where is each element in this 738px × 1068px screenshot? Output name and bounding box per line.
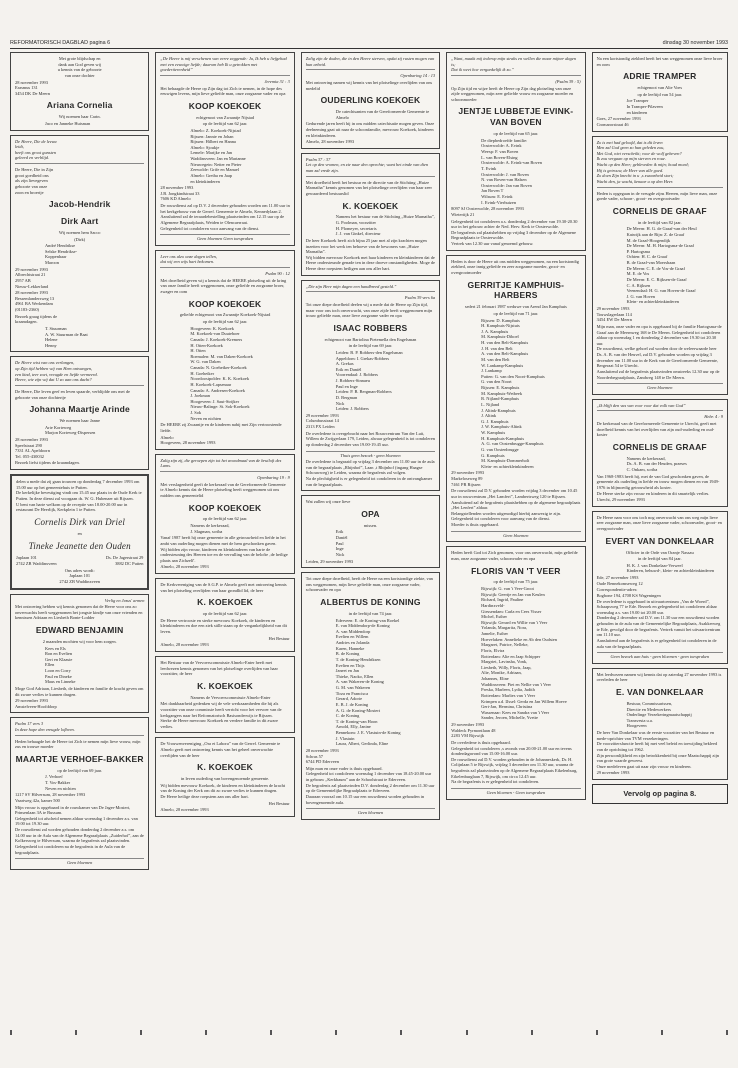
announcement-text: De heer Koekoek heeft zich bijna 25 jaar met al zijn krachten mogen inzetten voor het werk ten behoeve van de bewoners van „Huize Marnatha”. Wij bidden mevrouw Koekoek met haar kinderen en kleinkinderen dat de Heere ondersteunde genade ten in deze droeve omstandigheden. Moge de Heere deze roepstem heiligen aan ons aller hart. (305, 237, 436, 271)
person-name: K. KOEKOEK (197, 762, 253, 773)
announcement-text: Almelo, 28 november 1993 (160, 807, 209, 813)
announcement-box (10, 135, 149, 353)
name-subline: in de leeftijd van 84 jaar. (637, 556, 682, 562)
announcement-text: 29 november 1993 Waldeck Pyrmontlaan 48 2283 VM Rijswijk (451, 722, 496, 739)
signatory: Het Bestuur (268, 635, 290, 641)
person-name: Jacob-Hendrik (48, 199, 111, 210)
announcement-text: Het behaagde de Heere op Zijn dag tot Zich te nemen, in de hope des eeuwigen levens, mijn lieve geliefde man, onze zorgzame vader en opa (160, 85, 286, 97)
announcement-text: Leiden, 29 november 1993 (305, 558, 354, 564)
family-list: Kees en Els Ron en Evelien Gert en Klaasie Ellen Loon en Corry Paul en Dineke Maus en Linneke (45, 645, 76, 685)
column-2 (155, 52, 294, 1026)
person-name: K. KOEKOEK (197, 680, 253, 691)
name-subline: op de leeftijd van 62 jaar. (202, 611, 248, 617)
announcement-box (10, 594, 149, 714)
name-subline: in leven ouderling van bovengenoemde gemeente. (180, 776, 270, 782)
announcement-text: Met dankbaarheid gedenken wij de vele werkzaamheden die hij als voorzitter van onze commissie heeft verricht voor het vervoer van de kerkgangers naar het Reformatorisch Basisonderwijs te Rijssen. Sterke de Heere mevrouw Koekoek en verdere familie in dit zware verlies. (160, 701, 282, 729)
announcement-box (592, 668, 728, 780)
person-name: Tineke Jeanette den Ouden (28, 540, 131, 551)
family-list: Bestuur, Commissarissen, Directie en Medewerkers Onderlinge Verzekeringmaatschappij Transvesta u.a. Hoogeveen (626, 700, 692, 729)
family-list: T. Stuurman A. W. Stuurman de Baat Helene Henny (45, 325, 88, 348)
person-name: OUDERLING KOEKOEK (320, 95, 421, 106)
announcement-box (155, 454, 294, 574)
announcement-text: Almelo, 28 november 1993 (160, 564, 209, 570)
announcement-text: De Heere, Die in Zijn groot goedheid ons als zijn lievegeven geboorte van onze zoon en broertje (15, 167, 54, 195)
announcement-text: 29 november 1993 Markeloseweg 89 7461 PR Rijssen (451, 470, 485, 487)
announcement-text: De heer Van Donkelaar was de eerste voorzitter van het Bestuur en mede-oprichter van TVM verzekeringen. De voorzittersfunctie heeft hij met veel beleid en toewijding bekleed van de oprichting tot 1962. Zijn persoonlijkheid en zijn betrokkenheid bij onze Maatschappij zijn van grote waarde geweest. Onze medeleven gaat uit naar zijn vrouw en kinderen. (596, 730, 719, 769)
announcement-text: Heden behaagde het de Heere tot Zich te nemen mijn lieve vrouw, mijn zus en trouwe moeder (15, 738, 141, 750)
announcement-text: Vanaf 1987 heeft hij onze gemeente in alle getrouwheid en liefde in het ambt van ouderling mogen dienen met de hem geschonken gaven. Wij bidden zijn vrouw, kinderen en kleinkinderen van harte de ondersteuning des Heeren toe en de vervulling van de belofte ‚de heilige plaats aan Zichzelf'. (160, 535, 288, 563)
announcement-box (301, 153, 440, 276)
name-subline: (Dirk) (74, 236, 86, 242)
announcement-text: Met droefheid geven wij u kennis dat de HEERE plotseling uit de kring van onze familie heeft weggenomen, onze geliefde en zorgzame broer, zwager en oom (160, 277, 287, 294)
family-list: Rijswijk: G. van 't Veer-Groot Rijswijk: Geertje en Jan van Keulen Richard, Ingrid, Pauline Hardinxveld- Giessendam: Carla en Cees Visser Michel, Esther Rijswijk: Gerard en Willie van 't Veer Yolanda, Margarita, Nora, Jamelie, Esther Hoevelaken: Annelieke en Ab den Oudsten Margaret, Patrice, Nelleke, Floris, Elvira Rotterdam: Alie en Jaap Schipper Margriet, Lavinsha, Vonk, Liesbeth, Willy, Floris, Jaap, Alie, Monike, Adriaan, Johannes, Eline Waddinxveen: Piet en Nellie van 't Veer Preska, Marleen, Lydia, Judith Rotterdam: Marlies van 't Veer Krimpen a.d. IJssel: Gerda en Jan Willem Hoeve Gert-Jan, Hermina, Christina Wassenaar: Kees en Sandra van 't Veer Sander, Jeroen, Michelle, Yvette (481, 586, 567, 721)
announcement-text: 28 november 1993 Erasmus 131 3454 DK De Meern (15, 79, 50, 96)
verse-reference: Psalm 90 : 12 (265, 271, 290, 276)
closing-note: Geen bloemen (597, 383, 723, 391)
person-name: OPA (361, 508, 380, 519)
closing-note: Geen bloemen - Geen toespraken (451, 788, 580, 796)
announcement-text: Almelo, 28 november 1993 (160, 642, 209, 648)
verse-reference: Psalm 39 vers 6a (404, 295, 436, 301)
person-name: Dirk Aart (61, 216, 99, 226)
announcement-text: 28 november 1993 J.B. Jongkindstraat 33 7606 KD Almelo (160, 185, 200, 202)
person-name: ALBERTUS DE KONING (320, 597, 421, 607)
name-subline: 2 maanden mochten wij voor hem zorgen. (42, 638, 117, 644)
person-name: E. VAN DONKELAAR (616, 687, 704, 697)
verse-reference: Hebr. 4 : 9 (704, 414, 724, 420)
family-list: De diepbedroefde familie: Oosterwolde: A. Evink Weesp: F. van Boven L. van Boven-Elsing Oosterwolde: A. Evink-van Boven T. Evink Oosterwolde: J. van Boven N. van Boven-van Halsen Oosterwolde: Jan van Boven Jan Boven T Wilsum: E. Evink I. Evink-Vierhuizen (481, 137, 542, 205)
announcement-text: 8097 SJ Oosterwolde, 28 november 1993 Wieteriijk 21 (451, 206, 524, 217)
announcement-text: Met ontroering namen wij kennis van het plotselinge overlijden van ons medelid (305, 79, 433, 91)
name-subline: Wij noemen haar Carin. (58, 114, 101, 120)
continued-notice: Vervolg op pagina 8. (592, 784, 728, 804)
announcement-box (592, 136, 728, 395)
name-subline: echtgenoot van Bartolina Pietemella den Engelsman (324, 336, 417, 342)
announcement-text: De rouwdienst zal D.V. gehouden worden vrijdag 3 december om 10.45 uur in rouwcentrum „Het Lamfert”, Lambertsweg 120 te Rijssen. Aansluitend zal de begrafenis plaatshebben op de algemene begraafplaats „Het Lenfert” aldaar. Belangstellenden worden uitgenodigd hierbij aanwezig te zijn. Gelegenheid tot condoleren voor aanvang van de dienst. Moeder is thuis opgebaard. (451, 488, 581, 527)
family-list: Almelo: Z. Koekoek-Nijstad Rijssen: Jannie en Johan Rijssen: Hilbert en Hanna Almelo: Sjoukje Lemele: Marijke en Jan Waddinxveen: Jan en Marianne Nieuwegein: Netter en Pieter Zeewolde: Grife en Manuel Almelo: Gretha en Jaap en kleinkinderen (190, 127, 246, 184)
announcement-text: Na een kortstondig ziekbed heeft het van weggenomen onze lieve broer en oom (596, 56, 723, 67)
column-5 (592, 52, 728, 1026)
announcement-box (155, 52, 294, 246)
verse-reference: Openbaring 14 : 13 (400, 73, 436, 79)
announcement-box (10, 356, 149, 470)
announcement-box (155, 737, 294, 817)
announcement-text: De Heere vertrooste en sterke mevrouw Koekoek, de kinderen en kleinkinderen en doe een ziek stille staan op de vergankelijkheid van dit leven. (160, 617, 287, 634)
closing-note: Thuis geen bezoek - geen bloemen (306, 451, 435, 459)
announcement-text: 1217 SV Hilversum, 28 november 1993 Vaartweg 42a, kamer 500 (15, 792, 86, 803)
name-subline: sedert 21 februari 1987 weduwe van Arend Jan Kamphuis (464, 304, 567, 310)
family-list: Rijssen: D. Kamphuis H. Kamphuis-Nijstuis J. A. Kamphuis M. Kamphuis-Diboel H. van den Belt-Kamphuis J. H. van den Belt A. van den Belt-Kamphuis M. van den Belt W. Lankamp-Kamphuis J. Lankamp Putten: G. van den Noort-Kamphuis G. van den Noort Rijssen: E. Kamphuis M. Kamphuis-Wetbeek R. Nijland-Kamphuis L. Nijland J. Altink-Kamphuis J. Altink G. J. Kamphuis J. W. Kamphuis-Altink W. Kamphuis H. Kamphuis-Kamphuis A. G. van Oostenbrugge-Kamphuis G. van Oostenbrugge G. Kamphuis M. Kamphuis-Dommerholt Klein- en achterkleinkinderen (481, 317, 545, 469)
family-list: Erik Daniël Paul Inge Nick (335, 529, 348, 557)
person-name: MAARTJE VERHOEF-BAKKER (15, 753, 144, 764)
column-1 (10, 52, 149, 1026)
family-list: De catechisanten van de Gereformeerde Gemeente te Almelo (335, 109, 430, 120)
announcement-text: delen u mede dat zij gaan trouwen op donderdag 7 december 1993 om 15.00 uur op het gemeentehuis te Putten. De kerkelijke bevestiging vindt om 15.45 uur plaats in de Oude Kerk te Putten. In deze dienst zal voorgaan ds. W. G. Hubenaer uit Rijssen. U bent van harte welkom op de receptie van 18.00-20.00 uur in restaurant De Heerlijk, Kerkplein 1 te Putten. (16, 479, 142, 513)
announcement-box (155, 250, 294, 450)
announcement-text: 28 november 1993 Schras 57 6744 PD Ederveen (305, 747, 339, 765)
announcement-box (592, 399, 728, 507)
person-name: K. KOEKOEK (197, 597, 253, 608)
name-subline: en (77, 531, 82, 537)
family-list: André Hendrikse Selske Hendrikse- Koppenhaar Maroon (45, 243, 78, 265)
name-subline: in de leeftijd van 69 jaar. (348, 343, 393, 349)
verse-reference: Openbaring 19 : 9 (257, 475, 290, 480)
announcement-text: Met grote blijdschap en dank aan God geven wij u kennis van de geboorte van onze dochter (57, 56, 102, 78)
name-subline: missen. (363, 522, 378, 528)
name-subline: echtgenoot van Alie Voes (637, 85, 683, 91)
announcement-text: De Heere, Die leven geef en leven spaarde, verblijdde ons met de geboorte van onze dochtertje (15, 388, 130, 400)
announcement-text: 29 november 1993 (596, 770, 630, 776)
family-list: Namens de Vervoerscommissie Almelo-Enter (190, 694, 271, 700)
announcement-box (155, 656, 294, 734)
announcement-box (10, 474, 149, 590)
name-subline: in de leeftijd van 82 jaar. (637, 219, 682, 225)
announcement-box (155, 578, 294, 652)
name-subline: op de leeftijd van 62 jaar. (202, 516, 248, 522)
name-subline: op de leeftijd van 65 jaar. (493, 131, 539, 137)
announcement-text: Utrecht, 29 november 1993 (596, 497, 645, 503)
column-3 (301, 52, 440, 1026)
announcement-text: 29 november 1993 Amstelveen-Hoofddorp (15, 698, 57, 709)
bible-verse: Psalm 37 : 37 Let op den vromen, en zie naar den oprechte; want het einde van dien man zal vrede zijn. (306, 157, 435, 177)
announcement-box (446, 546, 585, 799)
person-name: KOOP KOEKOEK (188, 100, 262, 111)
name-subline: op de leeftijd van 62 jaar. (202, 121, 248, 127)
announcement-text: Goes, 27 november 1993 Cromarorstraat 46 (596, 116, 641, 127)
announcement-text: Wij bidden mevrouw Koekoek, de kinderen en kleinkinderen de kracht van de Koning der Kerk om dit zo zware verlies te kunnen dragen. De Heere heilige deze roepstem aan ons aller hart. (160, 782, 286, 799)
announcement-box (446, 255, 585, 543)
name-subline: op de leeftijd van 54 jaar. (637, 91, 683, 97)
announcement-text: Met droefheid heeft het bestuur en de directie van de Stichting „Huize Marnatha” kennis genomen van het plotselinge overlijden van haar zeer gewaardeerd bestuurslid (305, 179, 432, 196)
announcement-text: Tot onze diepe droefheid deelen wij u mede dat de Heere op Zijn tijd, maar voor ons toch onverwacht, van onze zijde heeft weggenomen mijn trouw geliefde man, onze lieve zorgzame vader en opa (305, 301, 433, 319)
bible-verse: De Heere, Die de leeuw leidt, heeft ons groot gunsten geleerd en verblijd. (15, 139, 144, 165)
announcement-text: Moge God Adriaan, Liesbeth, de kinderen en familie de kracht geven om dit zware verlies te kunnen dragen. (15, 685, 144, 697)
bible-verse: „Want, maakt mij iederop mijn straks en wellen die maar mijner dagen is; Dat ik weet hoe vergankelijk ik zo.” (451, 56, 580, 76)
announcement-text: Gedurende jaren heeft hij in ons midden catechisatie mogen geven. Onze deelneming gaat uit naar de schoonfamilie, mevrouw Koekoek, kinderen en kleinkinderen. (305, 121, 435, 138)
announcement-text: Ede, 27 november 1993 Oude Bennekomseweg 12 (596, 575, 643, 586)
announcement-text: De rouwdienst zal op D.V. 2 december gehouden worden om 11.00 uur in het kerkgebouw van de Gerref. Gemeente te Almelo, Kennedylaan 2. Aansluitend zal de teraardebestelling plaatsvinden om 12.15 uur op de Algemene Begraafplaats, Weiden te Olencaerraat. Gelegenheid tot condoleren voor aanvang van de dienst. (160, 203, 290, 231)
bible-verse: „De Heere is mij verschenen van verre zeggende: Ja, Ik heb u liefgehad met een eeuwige liefde; daarom heb Ik u getrokken met goedertierenheid” (160, 56, 289, 76)
announcement-text: Almelo, 28 november 1993 (305, 139, 355, 145)
family-list: Namens de kerkeraad, J. Slagman, scriba (190, 523, 230, 534)
person-name: FLORIS VAN 'T VEER (471, 565, 561, 576)
family-list: Joe Tramper In Tramper-Pilaveen en kinderen (626, 98, 663, 115)
announcement-text: 28 november 1993 Bessemlandersweg 13 4961 BA Werkendam (01183-2360) (15, 290, 55, 312)
announcement-text: Gelegenheid tot condoleren a.s. donderdag 2 december van 19.30-20.30 uur in het gebouw achter de Ned. Herv. Kerk te Oosterwolde. De begrafenis zal plaatshebben op vrijdag 3 december op de Algemene Begraafplaats te Oosterwolde. Vertrek van 12.30 uur vanaf genoemd gebouw. (451, 218, 578, 246)
address-row (16, 555, 143, 566)
family-list: De Meern: H. G. de Graaf-van der Heul Katwijk aan de Rijn: Z. de Graaf M. de Graaf-Hoogendijk De Meern: M. H. Hartogsma-de Graaf P. Hartogsma Ochten: H. C. de Graaf B. de Graaf-van Moersbaan De Meern: C. E. de Vos-de Graaf M. E. de Vos De Meern: E. C. Rijksen-de Graaf C. A. Rijksen Veenendaal: H. G. van Hoven-de Graaf J. G. van Hoven Klein- en achterkleinkinderen (626, 226, 697, 305)
person-name: EVERT VAN DONKELAAR (605, 535, 715, 546)
page-header (10, 40, 728, 49)
bible-verse: Zalig zijn zij, die geroepen zijn tot het avondmaal van de bruiloft des Lams. (160, 458, 289, 472)
closing-note: Geen bloemen (451, 531, 580, 539)
announcement-text: Het Bestuur van de Vervoerscommissie Almelo-Enter heeft met leedwezen kennis genomen van het plotselinge overlijden van haar voorzitter, de heer (160, 659, 278, 677)
header-right: dinsdag 30 november 1993 (662, 40, 728, 47)
announcement-text: De overledene is thuis opgebaard. Gelegenheid tot condoleren ‚s avonds van 20.00-21.00 uur en tevens donderdagavond van 15.00-16.00 uur. De rouwdienst zal D.V. worden gehouden in de Johanneskerk, Dr. H. Colijnlaan 5 te Rijswijk, vrijdag 3 december om 11.30 uur, waarna de begrafenis zal plaatsvinden op de Algemene Begraafplaats Eikelenburg, Eikelenburglaan 7, Rijswijk, om circa 12.45 uur. Na de begrafenis is er gelegenheid tot condoleren. (451, 739, 578, 785)
person-name: Ariana Cornelia (46, 100, 113, 111)
announcement-text: Op Zijn tijd en wijze heeft de Heere op Zijn dag plotseling van onze zijde weggenomen, mijn zeer geliefde vrouw en zorgzame moeder en schoonmoeder (451, 85, 574, 102)
announcement-box (592, 511, 728, 664)
name-subline: in de leeftijd van 74 jaar. (348, 610, 393, 616)
verse-reference: Verlig en Jezus' armen (104, 597, 145, 603)
person-name: KOOP KOEKOEK (188, 298, 262, 309)
bible-verse: „Ik blijft den vas van voor voor dat volk van God” (597, 403, 723, 412)
announcement-text: Heden is opgegaan in de vreugde zijns Heeren, mijn lieve man, onze goede vader, schoon-, groot- en overgrootvader (596, 190, 718, 202)
person-name: KOOP KOEKOEK (188, 502, 262, 513)
name-subline: We noemen haar Janne (59, 418, 100, 423)
announcement-text: 29 november 1993 Touwslagerlaan 114 3454 EW De Meern (596, 306, 632, 323)
announcement-box (446, 52, 585, 251)
announcement-box (301, 280, 440, 492)
person-name: EDWARD BENJAMIN (35, 625, 124, 636)
announcement-page (10, 52, 728, 1026)
person-name: CORNELIS DE GRAAF (612, 205, 707, 216)
announcement-text: Almelo Hoogeveen, 28 november 1993 (160, 434, 216, 446)
person-name: K. KOEKOEK (342, 200, 399, 211)
announcement-text: Mijn vrouw is opgebaard in de rouwkamer van De Jager-Mostert, Prinsenlaan 3A te Bussum. Gelegenheid tot afscheid nemen aldaar woensdag 1 december a.s. van 19.00 tot 19.30 uur. De rouwdienst zal worden gehouden donderdag 2 december a.s. om 14.00 uur in de Aula van de Algemene Begraafplaats „Zuiderhof”, aan de Kolkersweg te Hilversum, waarna de begrafenis zal plaatsvinden. Gelegenheid tot condoleren na de begrafenis in de Aula van de begraafplaats. (15, 804, 144, 855)
announcement-text: Bezoek graag tijdens de kraamdagen. (15, 313, 58, 325)
announcement-text: De Kerkvereniging van de S.G.P. te Almelo geeft met ontroering kennis van het plotseling overlijden van haar grondlid lid, de heer (160, 582, 287, 593)
verse-reference: Jeremia 31 : 3 (264, 78, 290, 84)
family-list: Namens het bestuur van de Stichting „Huize Marnatha”, G. Poolman, voorzitter H. Plomeyer, secretaris J. J. van Ginkel, directeur (335, 214, 435, 237)
person-name: Johanna Maartje Arinde (29, 404, 130, 415)
header-left: REFORMATORISCH DAGBLAD pagina 6 (10, 40, 111, 47)
announcement-box (301, 52, 440, 149)
family-list: Leiden: B. P. Robbers-den Engelsman Appeldorn: I. Grekas-Robbers A. Grekas Erik en Daniël Voorrendaal: J. Robbers J. Robbers-Sinnaeu Paul en Inge Leiden: P. B. Bergman-Robbers D. Bergman Nick Leiden: J. Robbers (335, 349, 403, 412)
name-subline: geliefde echtgenoot van Zwaantje Koekoek-Nijstad (179, 312, 271, 318)
person-name: ISAAC ROBBERS (333, 322, 408, 333)
announcement-box (301, 495, 440, 568)
closing-note: Geen bezoek aan huis - geen bloemen - geen toespraken (597, 652, 723, 660)
family-list: Arie Korteweg Marjon Korteweg-Dispersen (45, 424, 96, 436)
column-4 (446, 52, 585, 1026)
announcement-text: Ons adres wordt: Japlaan 101 2742 ZB Waddinxveen (59, 567, 100, 584)
registration-marks (10, 1030, 728, 1036)
person-name: ADRIE TRAMPER (623, 71, 697, 82)
announcement-text: Bezoek liefst tijdens de kraamdagen. (15, 460, 80, 466)
announcement-text: Correspondentie-adres: Bogbone 194, 4708 KS Wageningen De overledene is opgebaard in uitvaartcentrum „Van de Woerd”, Schaapsweg 77 te Ede. Bezoek en gelegenheid tot condoleren aldaar woensdag a.s. van 19.00 tot 20.00 uur. Donderdag 2 december zal D.V. om 11.30 uur een rouwdienst worden gehouden in de aula van de Gemeentelijke Begraafplaats, Asakkerweg te Ede, gevolgd door de begrafenis. Vertrek vanuit het uitvaartcentrum om 11.10 uur. Aansluitend aan de begrafenis is er gelegenheid tot condoleren in de aula van de begraafplaats. (596, 587, 721, 649)
announcement-text: Wat zullen wij onze lieve (305, 499, 351, 505)
name-subline: op de leeftijd van 71 jaar. (493, 310, 539, 316)
announcement-text: De Vrouwenvereniging „Ora et Labora” van de Gerref. Gemeente te Almelo geeft met ontroering kennis van het geheel onverwachte overlijden van de heer (160, 741, 281, 758)
family-list: J. Verhoef T. Vos-Bakker Neven en nichten (45, 774, 76, 791)
address-left: Japlaan 101 2742 ZB Waddinxveen (16, 555, 57, 567)
bible-verse: Zo is mei had geloofd, dat is dit leven Men zal God geen zo hun geleden zou, Met God, niet verschrikt; voor de wolf geheven? Ik zou vergaan op mijn sterven en roue. Wacht op den Heer; gebleveden ik mijn; houd moed; Hij is getrouw, de Heer van alle goed. Zo doen Zijn knecht in u ‚s zwaarheid stort; Wacht den, ja wacht, kenaar u op den Heer. (597, 140, 723, 188)
address-right: Ds. De Jagerstraat 29 3882 DC Putten (105, 555, 144, 567)
announcement-text: Heden heeft God tot Zich genomen, voor ons onverwacht, mijn geliefde man, onze zorgzame vader, schoonvader en opa (451, 550, 578, 561)
bible-verse: Zalig zijn de doden, die in den Heere sterven, opdat zij rusten mogen van hun arbeid. (306, 56, 435, 70)
name-subline: op de leeftijd van 62 jaar. (202, 319, 248, 324)
closing-note: Geen bloemen Geen toespraken (160, 234, 289, 242)
bible-verse: Leer ons alzo onze dagen tellen, dat wij een wijs hart bekomen. (160, 254, 289, 268)
announcement-text: De overledene is overgebracht naar het Rouwcentrum Van der Luit, Willem de Zwijgerlaan 179, Leiden, alwaar gelegenheid is tot condoleren op donderdag 2 december van 19.00-19.45 uur. (305, 430, 435, 447)
family-list: Jaco en Janneke Huisman (45, 120, 91, 126)
announcement-text: 28 november 1993 Speelstraat 290 7331 AL Apeldoorn Tel. 055-430032 (15, 436, 50, 459)
announcement-text: Met ontroering hebben wij kennis genomen dat de Heere voor ons zo onverwachts heeft weggenomen het jongste kindje van onze vrienden en kennissen Adriaan en Liesbeth Bonte-Lodder (15, 604, 143, 621)
announcement-text: Tot onze diepe droefheid, heeft de Heere na een kortstondige ziekte, van ons weggenomen, mijn lieve geliefde man, onze zorgzame vader, schoonvader en opa (305, 576, 433, 593)
announcement-box (301, 572, 440, 820)
verse-reference: (Psalm 39 : 5) (555, 78, 581, 84)
closing-note: Geen bloemen (15, 858, 144, 866)
bible-verse: Psalm 17 vers 3 In deze hope den vreugde lofbeen. (15, 721, 144, 735)
person-name: GERRITJE KAMPHUIS-HARBERS (467, 279, 565, 301)
person-name: JENTJE LUBBETJE EVINK-VAN BOVEN (458, 106, 574, 128)
family-list: Ederveen: E. de Koning-van Roekel E. van Middendorp-de Koning A. van Middendorp Evelien en Willem Andries en Jolanda Karen, Hanneke B. de Koning T. de Koning-Hendriksen Evelien en Thijs Janeet en Jan Thieke, Naoko, Ellen A. van Wakeren-de Koning G. M. van Wakeren Tirza en Francisca Gerard, Adorie E. B. J. de Koning A. G. de Koning-Mostert C. de Koning T. de Koning-van Hoon Arnold, Elly, Janine Bennekom: J. E. Vlastuin-de Koning J. Vlastuin Laura, Albert, Gerlinda, Eline (335, 617, 401, 747)
announcement-text: Met verslagenheid geeft de kerkeraad van de Gereformeerde Gemeente te Almelo kennis dat de Heere plotseling heeft weggenomen uit ons midden ons gemeentelid (160, 481, 286, 498)
name-subline: Officier in de Orde van Oranje Nassau (625, 549, 694, 555)
announcement-text: Mijn man en onze vader is thuis opgebaard. Gelegenheid tot condoleren woensdag 1 december van 18.45-20.00 uur in gebouw „Kerkbaum” aan de Schoolstraat te Ederveen. De begrafenis zal plaatsvinden D.V. donderdag 2 december om 11.30 uur op de Gemeentelijke Begraafplaats te Ederveen. Daaraan voorzal om 10.15 uur een rouwdienst worden gehouden in bovengenoemde aula. (305, 765, 435, 805)
name-subline: echtgenoot van Zwaantje Nijstad (196, 114, 255, 120)
person-name: Cornelis Dirk van Driel (34, 516, 126, 527)
announcement-text: Van 1968-1983 heeft hij, met de van God geschonken gaven, de gemeente als ouderling in liefde en trouw mogen dienen en van 1949-1976 in blijmoedig getrouwheid als koster. De Heere sterke zijn vrouw en kinderen in dit smartelijk verlies. (596, 473, 720, 496)
person-name: CORNELIS DE GRAAF (612, 441, 707, 452)
announcement-box (10, 717, 149, 869)
announcement-box (10, 52, 149, 131)
name-subline: op de leeftijd van 69 jaar. (57, 767, 102, 773)
announcement-text: De HEERE zij Zwaantje en de kinderen nabij met Zijn vertroostende liefde. (160, 422, 282, 433)
signatory: Het Bestuur (268, 800, 290, 806)
announcement-text: De kerkeraad van de Gereformeerde Gemeente te Utrecht, geeft met droefheid kennis van het overlijden van zijn oud-ouderling en oud-koster (596, 421, 717, 438)
announcement-text: Heden is door de Heere uit ons midden weggenomen, na een kortstondig ziekbed, onze innig geliefde en zeer zorgzame moeder, groot- en overgrootmoeder (451, 258, 579, 275)
announcement-text: De Heere nam voor ons toch nog onverwacht van ons weg mijn lieve zeer zorgzame man, onze lieve zorgzame vader, schoonvader, groot- en overgrootvader (596, 514, 722, 531)
name-subline: Wij noemen hem Sacco (58, 229, 101, 235)
bible-verse: De Heere wist van ons verlangen, op Zijn tijd hebben wij van Hem ontvangen, een kind, teer zoet, vreugde en liefde vermeerd. Heere, wie zijn wij dat U zo aan ons dacht? (15, 360, 144, 386)
family-list: H. K. J. van Donkelaar-Verweel Kinderen, behuwd-, klein- en achterkleinkinderen (626, 562, 715, 574)
announcement-text: 29 november 1993 Albrechtstraat 21 2957 AB Nieuw-Lekkerland (15, 266, 49, 289)
announcement-text: De overledene is begraaid op vrijdag 3 december om 11.00 uur in de aula van de begraafplaats „Rhijnhof”, Laan ‚t Rhijnhof (ingang Haagse Schouwweg) te Leiden, waarna de begrafenis zal volgen. Na de plechtigheid is er gelegenheid tot condoleren in de ontvangkamer van de begraafplaats. (305, 459, 435, 487)
announcement-box (592, 52, 728, 132)
name-subline: op de leeftijd van 75 jaar. (493, 579, 539, 585)
announcement-text: 29 november 1993 Columbusstraat 14 2313 PX Leiden (305, 412, 339, 429)
family-list: Namens de kerkeraad, Ds. A. B. van der Heuden, praeses C. Onkam, scriba (626, 455, 687, 472)
announcement-text: Mijn man, onze vader en opa is opgebaard bij de familie Hartogsma-de Graaf aan de Meernweg 168 te De Meern. Gelegenheid tot condoleren aldaar op woensdag 1 en donderdag 2 december van 19.30 tot 20.30 uur. De rouwdienst, welke gehoel zal worden door de weleerwaarde heer Ds. A. B. van der Heuvel, zal D.V. gehouden worden op vrijdag 3 december om 11.00 uur in de Kerk van de Gereformeerde Gemeente, Bergeraat 54 te Utrecht. Aansluitend zal de begrafenis plaatsvinden omstreeks 12.30 uur op de Noorderbegraafplaats, Zandweg 148 te De Meern. (596, 323, 722, 380)
bible-verse: „Die zijn Here mijn dagen een handbreed gesteld.” (306, 284, 435, 293)
family-list: Hoogeveen: K. Koekoek M. Koekoek-van Duuteboer Canada: J. Koekoek-Kremers H. Otten-Koekoek H. Otten Roemalen: M. van Daken-Koekoek W. G. van Daken Canada: N. Goeheiker-Koekoek H. Goeheiker Noordoostpolder: K. K. Koekoek H. Koekoek-Lapsenaar Canada: A. Andresen-Koekoek J. Joekman Hoogeveen: J. Saut-Strijker Nieuw-Balinge: St. Sok-Koekoek J. Sok Neven en nichten (190, 325, 253, 421)
announcement-text: Met leedwezen namen wij kennis dat op zaterdag 27 november 1993 is overleden de heer (596, 671, 722, 683)
closing-note: Geen bloemen (306, 808, 435, 816)
